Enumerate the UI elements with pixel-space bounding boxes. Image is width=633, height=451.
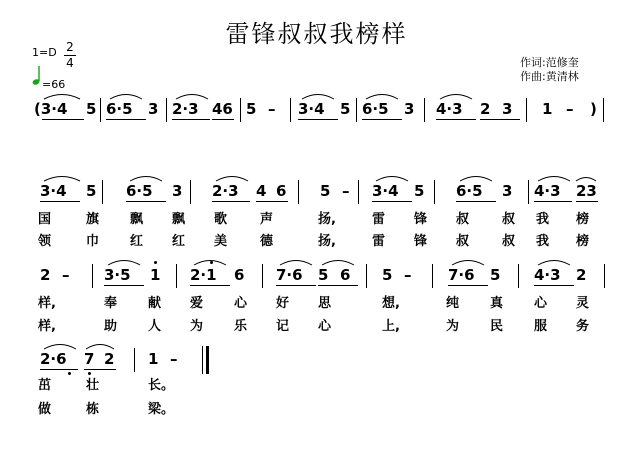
note: 4·3	[436, 100, 463, 118]
slur-arc	[44, 95, 80, 100]
lyric: 心	[234, 296, 248, 311]
note: –	[62, 266, 70, 284]
note: 5	[86, 100, 97, 118]
note: 46	[212, 100, 233, 118]
lyric: 壮	[86, 378, 100, 393]
key-signature: 1=D	[32, 46, 57, 59]
note: (3·4	[34, 100, 68, 118]
note: 3·5	[104, 266, 131, 284]
lyric: 灵	[576, 296, 590, 311]
note: 3	[502, 100, 513, 118]
lyric: 梁。	[148, 402, 175, 417]
lyric: 上,	[382, 319, 400, 334]
slur-arc	[86, 345, 114, 350]
slur-arc	[440, 95, 472, 100]
slur-arc	[460, 177, 492, 182]
lyric: 榜	[576, 234, 590, 249]
lyric: 乐	[234, 319, 248, 334]
note: 3	[148, 100, 159, 118]
lyric: 领	[38, 234, 52, 249]
time-signature-top: 2	[66, 40, 74, 54]
slur-arc	[376, 177, 408, 182]
lyric: 民	[490, 319, 504, 334]
lyric: 扬,	[318, 212, 336, 227]
note: 2·1	[190, 266, 217, 284]
note: 6·5	[362, 100, 389, 118]
slur-arc	[130, 177, 162, 182]
note: 2·3	[212, 182, 239, 200]
lyric: 歌	[214, 212, 228, 227]
note: 4·3	[534, 182, 561, 200]
note: 7·6	[448, 266, 475, 284]
note: 23	[576, 182, 597, 200]
slur-arc	[576, 178, 596, 182]
lyric: 长。	[148, 378, 175, 393]
note: 1	[148, 350, 159, 368]
lyric: 想,	[382, 296, 400, 311]
note: 3	[172, 182, 183, 200]
slur-arc	[110, 95, 142, 100]
slur-arc	[194, 261, 226, 266]
lyric: 巾	[86, 234, 100, 249]
slur-arc	[44, 345, 76, 350]
lyric: 声	[260, 212, 274, 227]
lyric: 扬,	[318, 234, 336, 249]
lyric: 心	[534, 296, 548, 311]
lyric: 奉	[104, 296, 118, 311]
note: )	[590, 100, 597, 118]
lyric: 叔	[502, 234, 516, 249]
lyric: 我	[536, 234, 550, 249]
note: –	[342, 182, 350, 200]
lyric: 心	[318, 319, 332, 334]
note: 6	[234, 266, 245, 284]
note: 5	[318, 266, 329, 284]
lyric: 务	[576, 319, 590, 334]
note: 5	[246, 100, 257, 118]
lyric: 纯	[446, 296, 460, 311]
note: 4·3	[534, 266, 561, 284]
note: –	[268, 100, 276, 118]
note: 3·4	[372, 182, 399, 200]
composer-credit: 作曲:黄清林	[520, 70, 579, 83]
time-signature-bottom: 4	[64, 55, 76, 70]
slur-arc	[176, 95, 208, 100]
slur-arc	[44, 177, 80, 182]
note: 6·5	[106, 100, 133, 118]
note: 3	[502, 182, 513, 200]
lyric: 锋	[414, 212, 428, 227]
lyric: 叔	[502, 212, 516, 227]
note: 4	[256, 182, 267, 200]
tempo-marking: =66	[42, 78, 66, 91]
lyric: 美	[214, 234, 228, 249]
note: 2	[576, 266, 587, 284]
lyric: 叔	[456, 212, 470, 227]
lyric: 旗	[86, 212, 100, 227]
note: 3	[404, 100, 415, 118]
lyric: 服	[534, 319, 548, 334]
lyric: 好	[276, 296, 290, 311]
note: 2·6	[40, 350, 67, 368]
lyricist-credit: 作词:范修奎	[520, 56, 579, 69]
note: 1	[150, 266, 161, 284]
lyric: 人	[148, 319, 162, 334]
note: 2·3	[172, 100, 199, 118]
lyric: 为	[446, 319, 460, 334]
lyric: 德	[260, 234, 274, 249]
lyric: 锋	[414, 234, 428, 249]
note: 3·4	[298, 100, 325, 118]
lyric: 飘	[130, 212, 144, 227]
page-title: 雷锋叔叔我榜样	[225, 20, 408, 48]
note: 6	[340, 266, 351, 284]
lyric: 红	[172, 234, 186, 249]
lyric: 为	[190, 319, 204, 334]
slur-arc	[538, 177, 570, 182]
lyric: 红	[130, 234, 144, 249]
note: –	[404, 266, 412, 284]
lyric: 样,	[38, 319, 56, 334]
lyric: 飘	[172, 212, 186, 227]
slur-arc	[322, 261, 354, 266]
note: 5	[414, 182, 425, 200]
lyric: 献	[148, 296, 162, 311]
lyric: 栋	[86, 402, 100, 417]
note: –	[566, 100, 574, 118]
slur-arc	[366, 95, 398, 100]
lyric: 茁	[38, 378, 52, 393]
lyric: 叔	[456, 234, 470, 249]
slur-arc	[452, 261, 484, 266]
lyric: 真	[490, 296, 504, 311]
note: 5	[320, 182, 331, 200]
note: 3·4	[40, 182, 67, 200]
note: 2	[480, 100, 491, 118]
note: 5	[490, 266, 501, 284]
slur-arc	[280, 261, 312, 266]
note: 6·5	[126, 182, 153, 200]
lyric: 我	[536, 212, 550, 227]
note: 5	[382, 266, 393, 284]
note: 5	[340, 100, 351, 118]
lyric: 做	[38, 402, 52, 417]
slur-arc	[108, 261, 140, 266]
note: 2	[104, 350, 115, 368]
lyric: 雷	[372, 212, 386, 227]
note: 7	[84, 350, 95, 368]
slur-arc	[302, 95, 334, 100]
note: 1	[542, 100, 553, 118]
lyric: 爱	[190, 296, 204, 311]
lyric: 样,	[38, 296, 56, 311]
note: 5	[86, 182, 97, 200]
slur-arc	[538, 261, 570, 266]
note: 6·5	[456, 182, 483, 200]
note: 6	[276, 182, 287, 200]
lyric: 助	[104, 319, 118, 334]
slur-arc	[216, 177, 248, 182]
lyric: 记	[276, 319, 290, 334]
lyric: 雷	[372, 234, 386, 249]
lyric: 思	[318, 296, 332, 311]
lyric: 国	[38, 212, 52, 227]
note: 7·6	[276, 266, 303, 284]
note: –	[170, 350, 178, 368]
lyric: 榜	[576, 212, 590, 227]
note: 2	[40, 266, 51, 284]
